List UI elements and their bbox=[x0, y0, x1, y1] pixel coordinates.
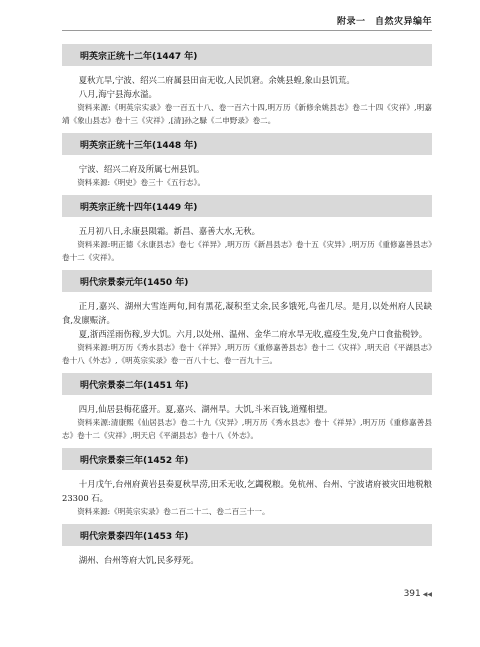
entry-paragraph: 夏,浙西淫雨伤稼,岁大饥。六月,以处州、温州、金华二府水旱无收,瘟疫生发,免户口食盐税钞。 bbox=[78, 329, 428, 339]
entry-heading: 明英宗正统十四年(1449 年) bbox=[62, 195, 432, 217]
chronicle-entry bbox=[62, 448, 432, 518]
running-head: 附录一 自然灾异编年 bbox=[336, 17, 432, 27]
entry-paragraph: 湖州、台州等府大饥,民多殍死。 bbox=[78, 555, 199, 565]
entry-source: 资料来源:清康熙《仙居县志》卷二十九《灾异》,明万历《秀水县志》卷十《祥异》,明万历《重修嘉善县志》卷十二《灾祥》,明天启《平湖县志》卷十八《外志》。 bbox=[62, 418, 432, 440]
entry-heading: 明代宗景泰三年(1452 年) bbox=[62, 448, 432, 470]
entry-heading: 明代宗景泰二年(1451 年) bbox=[62, 373, 432, 395]
entry-paragraph: 四月,仙居县梅花盛开。夏,嘉兴、湖州旱。大饥,斗米百钱,道殣相望。 bbox=[78, 404, 333, 414]
entry-heading: 明英宗正统十三年(1448 年) bbox=[62, 133, 432, 155]
entry-paragraph: 五月初八日,永康县陨霜。新昌、嘉善大水,无秋。 bbox=[78, 226, 260, 236]
chronicle-entry bbox=[62, 373, 432, 442]
entry-source: 资料来源:明万历《秀水县志》卷十《祥异》,明万历《重修嘉善县志》卷十二《灾祥》,明天启《平湖县志》卷十八《外志》,《明英宗实录》卷一百八十七、卷一百九十三。 bbox=[62, 343, 432, 365]
page-folio bbox=[404, 589, 432, 599]
entry-paragraph: 十月戊午,台州府黄岩县奏夏秋旱涝,田禾无收,乞蠲税粮。免杭州、台州、宁波诸府被灾田地税粮 23300 石。 bbox=[62, 479, 432, 503]
folio-mark-icon: ◀◀ bbox=[422, 591, 432, 598]
chronicle-entry bbox=[62, 195, 432, 264]
header-rule bbox=[62, 30, 432, 31]
entry-source: 资料来源:明正德《永康县志》卷七《祥异》,明万历《新昌县志》卷十五《灾异》,明万历《重修嘉善县志》卷十二《灾祥》。 bbox=[62, 240, 432, 262]
entry-paragraph: 正月,嘉兴、湖州大雪连两旬,间有黑花,凝积至丈余,民多饿死,鸟雀几尽。是月,以处州府人民缺食,发廪赈济。 bbox=[62, 301, 432, 325]
entry-source: 资料来源:《明英宗实录》卷二百二十二、卷二百三十一。 bbox=[77, 507, 270, 516]
entry-heading: 明英宗正统十二年(1447 年) bbox=[62, 44, 432, 66]
chronicle-entry bbox=[62, 524, 432, 567]
chronicle-entry bbox=[62, 44, 432, 127]
entry-paragraph: 八月,海宁县海水溢。 bbox=[78, 89, 157, 99]
entry-source: 资料来源:《明英宗实录》卷一百五十八、卷一百六十四,明万历《新修余姚县志》卷二十四《灾祥》,明嘉靖《象山县志》卷十三《灾祥》,[清]孙之騄《二申野录》卷二。 bbox=[62, 103, 432, 125]
entry-source: 资料来源:《明史》卷三十《五行志》。 bbox=[77, 178, 206, 187]
chronicle-entry bbox=[62, 270, 432, 367]
entry-heading: 明代宗景泰四年(1453 年) bbox=[62, 524, 432, 546]
content-area bbox=[62, 38, 432, 569]
entry-paragraph: 宁波、绍兴二府及所属七州县饥。 bbox=[78, 164, 205, 174]
entry-heading: 明代宗景泰元年(1450 年) bbox=[62, 270, 432, 292]
chronicle-entry bbox=[62, 133, 432, 189]
page-number: 391 bbox=[403, 589, 421, 599]
entry-paragraph: 夏秋亢旱,宁波、绍兴二府属县田亩无收,人民饥窘。余姚县蝗,象山县饥荒。 bbox=[78, 75, 355, 85]
